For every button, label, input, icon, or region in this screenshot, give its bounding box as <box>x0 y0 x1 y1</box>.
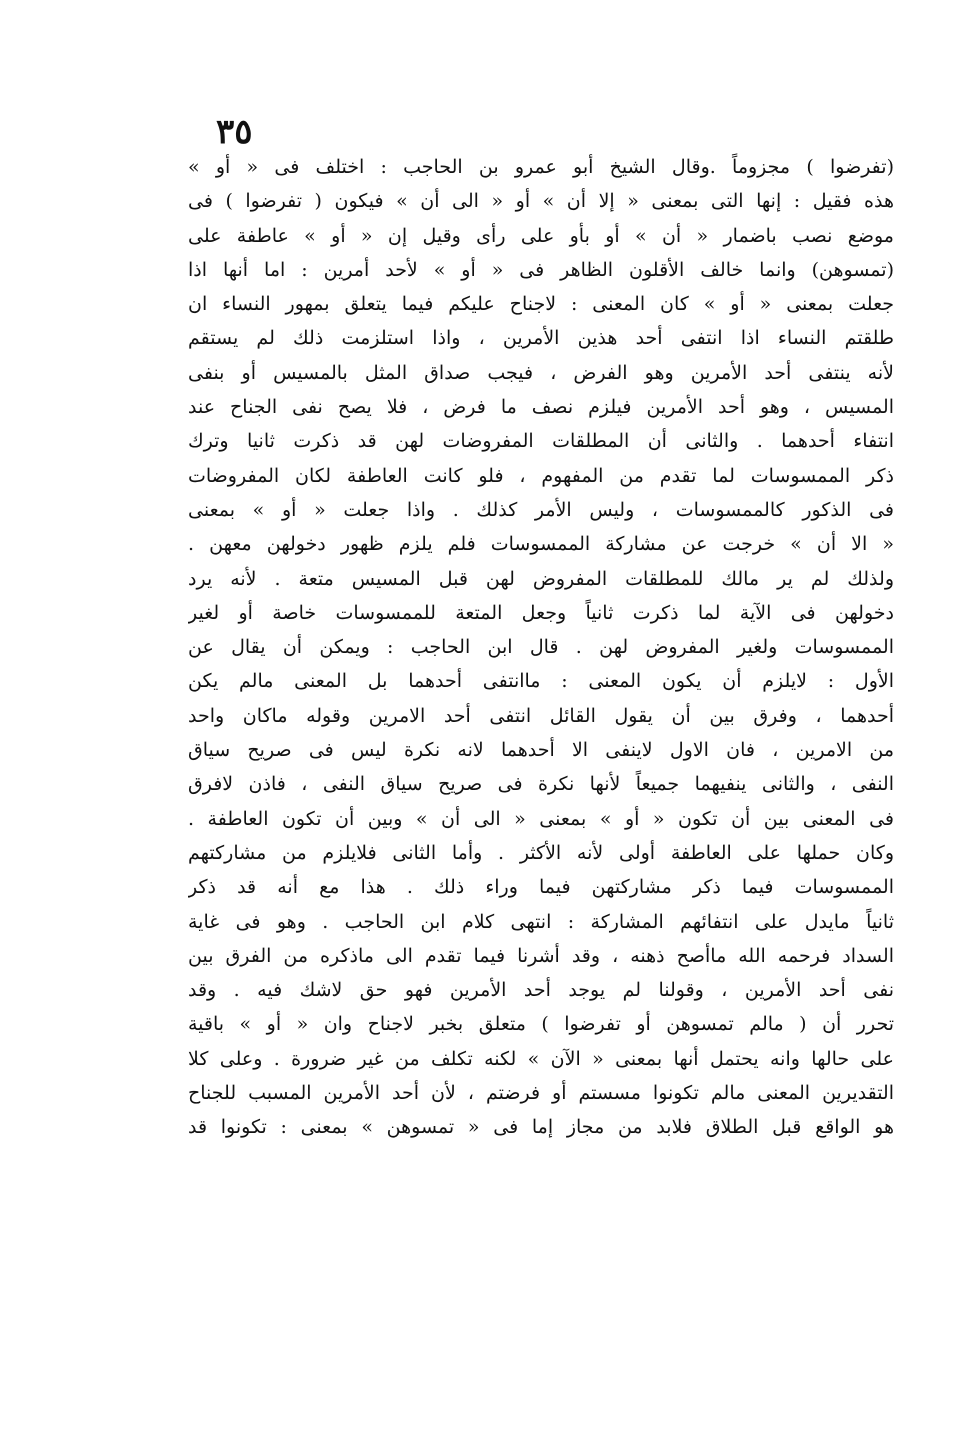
text-line: على حالها وانه يحتمل أنها بمعنى « الآن » لكنه تكلف من غير ضرورة . وعلى كلا <box>188 1047 894 1070</box>
text-line: أحدهما ، وفرق بين أن يقول القائل انتفى أحد الامرين وقوله ماكان واحد <box>188 704 894 727</box>
text-line: المسيس ، وهو أحد الأمرين فيلزم نصف ما فرض ، فلا يصح نفى الجناح عند <box>188 396 894 419</box>
text-line: موضع نصب باضمار « أن » أو بأو على رأى وقيل إن « أو » عاطفة على <box>188 224 894 247</box>
page-number: ٣٥ <box>216 112 253 152</box>
text-line: تحرر أن ( مالم تمسوهن أو تفرضوا ) متعلق بخبر لاجناح وان « أو » باقية <box>188 1013 894 1036</box>
text-body <box>188 150 894 1145</box>
text-line: انتفاء أحدهما . والثانى أن المطلقات المفروضات لهن قد ذكرت ثانيا وترك <box>188 430 894 453</box>
text-line: ثانياً مايدل على انتفائهم المشاركة : انتهى كلام ابن الحاجب . وهو فى غاية <box>188 910 894 933</box>
text-line: وكان حملها على العاطفة أولى لأنه الأكثر . وأما الثانى فلايلزم من مشاركتهم <box>188 841 894 864</box>
text-line: النفى ، والثانى ينفيهما جميعاً لأنها نكرة فى صريح سياق النفى ، فاذن لافرق <box>188 773 894 796</box>
text-line: هذه فقيل : إنها التى بمعنى « إلا أن » أو « الى أن » فيكون ( تفرضوا ) فى <box>188 190 894 213</box>
text-line: الأول : لايلزم أن يكون المعنى : ماانتفى أحدهما بل المعنى مالم يكن <box>188 670 894 693</box>
text-line: ولذلك لم ير مالك للمطلقات المفروض لهن قبل المسيس متعة . لأنه يرد <box>188 567 894 590</box>
text-line: الممسوسات فيما ذكر مشاركتهن فيما وراء ذلك . هذا مع أنه قد ذكر <box>188 876 894 899</box>
text-line: هو الواقع قبل الطلاق فلابد من مجاز إما فى « تمسوهن » بمعنى : تكونوا قد <box>188 1116 894 1139</box>
text-line: فى المعنى بين أن تكون « أو » بمعنى « الى أن » وبين أن تكون العاطفة . <box>188 807 894 830</box>
text-line: دخولهن فى الآية لما ذكرت ثانياً وجعل المتعة للممسوسات خاصة أو لغير <box>188 601 894 624</box>
text-line: (تمسوهن) وانما خالف الأقلون الظاهر فى « أو » لأحد أمرين : اما أنها اذا <box>188 258 894 281</box>
text-line: « الا أن » خرجت عن مشاركة الممسوسات فلم يلزم ظهور دخولهن معهن . <box>188 533 894 556</box>
text-line: السداد فرحمه الله ماأصح ذهنه ، وقد أشرنا فيما تقدم الى ماذكره من الفرق بين <box>188 944 894 967</box>
text-line: من الامرين ، فان الاول لاينفى الا أحدهما لانه نكرة ليس فى صريح سياق <box>188 739 894 762</box>
text-line: نفى أحد الأمرين ، وقولنا لم يوجد أحد الأمرين فهو حق لاشك فيه . وقد <box>188 979 894 1002</box>
text-line: لأنه ينتفى أحد الأمرين وهو الفرض ، فيجب صداق المثل بالمسيس أو بنفى <box>188 361 894 384</box>
text-line: ذكر الممسوسات لما تقدم من المفهوم ، فلو كانت العاطفة لكان المفروضات <box>188 464 894 487</box>
text-line: الممسوسات ولغير المفروض لهن . قال ابن الحاجب : ويمكن أن يقال عن <box>188 636 894 659</box>
text-line: جعلت بمعنى « أو » كان المعنى : لاجناح عليكم فيما يتعلق بمهور النساء ان <box>188 293 894 316</box>
text-line: التقديرين المعنى مالم تكونوا مسستم أو فرضتم ، لأن أحد الأمرين المسبب للجناح <box>188 1082 894 1105</box>
text-line: فى الذكور كالممسوسات ، وليس الأمر كذلك . واذا جعلت « أو » بمعنى <box>188 498 894 521</box>
text-line: طلقتم النساء اذا انتفى أحد هذين الأمرين ، واذا استلزمت ذلك لم يستقم <box>188 327 894 350</box>
text-line: (تفرضوا ) مجزوماً .وقال الشيخ أبو عمرو بن الحاجب : اختلف فى « أو » <box>188 156 894 178</box>
